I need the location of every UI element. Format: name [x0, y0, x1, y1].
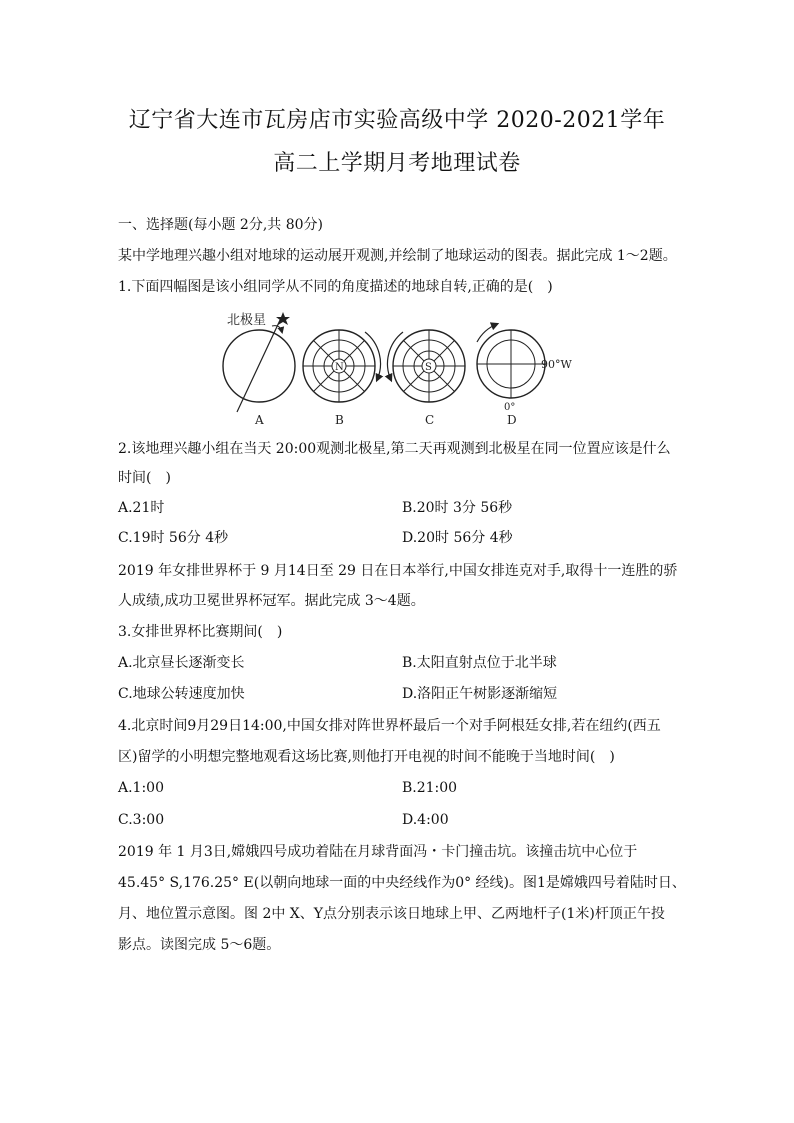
north-star-label: 北极星 [227, 313, 267, 328]
q2-option-b: B.20时 3分 56秒 [402, 500, 513, 516]
q4-option-c: C.3:00 [118, 812, 165, 828]
intro-paragraph-3-line-4: 影点。读图完成 5～6题。 [118, 937, 281, 953]
diagram-c [387, 330, 465, 427]
question-2-stem-line-1: 2.该地理兴趣小组在当天 20:00观测北极星,第二天再观测到北极星在同一位置应该是什么 [118, 441, 671, 457]
title-line-1: 辽宁省大连市瓦房店市实验高级中学 2020-2021学年 [128, 108, 666, 133]
question-3-stem: 3.女排世界杯比赛期间( ) [118, 624, 283, 640]
label-b: B [335, 413, 344, 427]
lon-0-label: 0° [504, 402, 516, 413]
q2-option-a: A.21时 [118, 500, 165, 516]
diagram-d [477, 324, 572, 427]
intro-paragraph-2-line-2: 人成绩,成功卫冕世界杯冠军。据此完成 3～4题。 [118, 593, 425, 609]
question-1-stem: 1.下面四幅图是该小组同学从不同的角度描述的地球自转,正确的是( ) [118, 279, 553, 295]
q3-option-c: C.地球公转速度加快 [118, 686, 245, 702]
q4-option-b: B.21:00 [402, 780, 458, 796]
q4-option-a: A.1:00 [118, 780, 164, 796]
intro-paragraph-1: 某中学地理兴趣小组对地球的运动展开观测,并绘制了地球运动的图表。据此完成 1～2题。 [118, 248, 677, 264]
question-4-stem-line-1: 4.北京时间9月29日14:00,中国女排对阵世界杯最后一个对手阿根廷女排,若在纽约(西五 [118, 718, 661, 734]
south-pole-label: S [425, 362, 432, 373]
q3-option-d: D.洛阳正午树影逐渐缩短 [402, 686, 558, 702]
intro-paragraph-3-line-3: 月、地位置示意图。图 2中 X、Y点分别表示该日地球上甲、乙两地杆子(1米)杆顶正午投 [118, 906, 665, 922]
earth-rotation-figure [215, 304, 585, 428]
q3-option-a: A.北京昼长逐渐变长 [118, 655, 245, 671]
q3-option-b: B.太阳直射点位于北半球 [402, 655, 557, 671]
label-d: D [507, 413, 517, 427]
question-4-stem-line-2: 区)留学的小明想完整地观看这场比赛,则他打开电视的时间不能晚于当地时间( ) [118, 749, 615, 765]
title-line-2: 高二上学期月考地理试卷 [273, 151, 521, 176]
intro-paragraph-2-line-1: 2019 年女排世界杯于 9 月14日至 29 日在日本举行,中国女排连克对手,取得十一连胜的骄 [118, 563, 678, 579]
q2-option-d: D.20时 56分 4秒 [402, 530, 513, 546]
label-a: A [255, 413, 264, 427]
q4-option-d: D.4:00 [402, 812, 449, 828]
q2-option-c: C.19时 56分 4秒 [118, 530, 229, 546]
label-c: C [425, 413, 435, 427]
question-2-stem-line-2: 时间( ) [118, 470, 171, 486]
intro-paragraph-3-line-1: 2019 年 1 月3日,嫦娥四号成功着陆在月球背面冯・卡门撞击坑。该撞击坑中心位于 [118, 844, 638, 860]
intro-paragraph-3-line-2: 45.45° S,176.25° E(以朝向地球一面的中央经线作为0° 经线)。图1是嫦娥四号着陆时日、 [118, 875, 686, 891]
section-heading: 一、选择题(每小题 2分,共 80分) [118, 217, 323, 233]
north-pole-label: N [335, 362, 344, 373]
diagram-b [303, 330, 381, 427]
diagram-a [223, 312, 295, 427]
lon-90w-label: 90°W [541, 358, 572, 371]
